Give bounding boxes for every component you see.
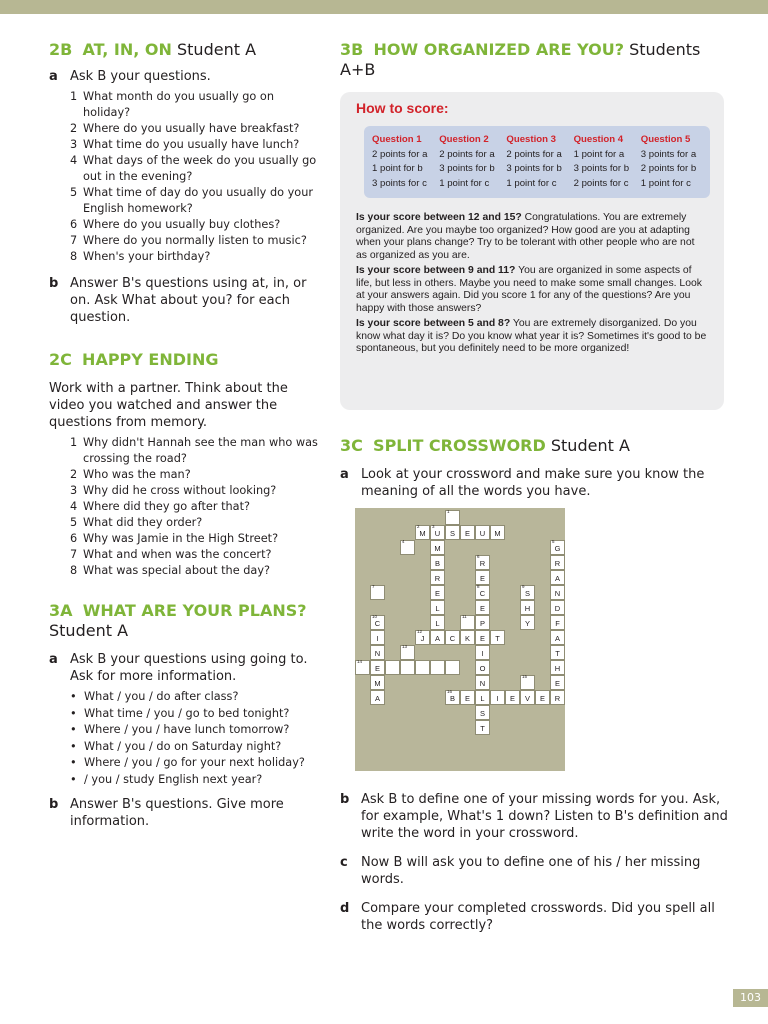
result-lead: Is your score between 5 and 8? xyxy=(356,318,511,329)
section-3b xyxy=(340,40,730,410)
crossword-cell[interactable] xyxy=(430,570,445,585)
list-item xyxy=(70,483,324,499)
crossword-letter: A xyxy=(434,634,440,643)
item-text: What time do you usually have lunch? xyxy=(83,138,300,151)
exercise-c xyxy=(340,854,730,888)
item-text: Where do you usually have breakfast? xyxy=(83,122,300,135)
crossword-letter: S xyxy=(449,529,455,538)
exercise-letter: a xyxy=(49,69,58,84)
crossword-cell[interactable] xyxy=(445,525,460,540)
crossword-letter: E xyxy=(539,694,545,703)
item-text: Where do you usually buy clothes? xyxy=(83,218,281,231)
exercise-letter: c xyxy=(340,855,348,870)
score-cell: 1 point for a xyxy=(573,148,625,160)
crossword-cell[interactable] xyxy=(475,555,490,570)
crossword-cell[interactable] xyxy=(550,540,565,555)
crossword-cell[interactable] xyxy=(370,660,385,675)
list-item xyxy=(70,515,324,531)
item-text: Where did they go after that? xyxy=(83,500,251,513)
crossword-letter: V xyxy=(524,694,530,703)
item-text: What / you / do after class? xyxy=(84,690,239,703)
item-number: 2 xyxy=(70,468,78,481)
crossword-cell[interactable] xyxy=(475,690,490,705)
item-text: Where do you normally listen to music? xyxy=(83,234,307,247)
list-item xyxy=(70,249,324,265)
score-cell: 3 points for b xyxy=(439,163,495,174)
crossword-letter: K xyxy=(464,634,470,643)
crossword-cell[interactable] xyxy=(475,525,490,540)
crossword-letter: E xyxy=(464,529,470,538)
top-color-bar xyxy=(0,0,768,14)
crossword-letter: H xyxy=(524,604,531,613)
crossword-letter: S xyxy=(479,709,485,718)
list-item xyxy=(70,739,324,756)
item-text: What time of day do you usually do your English homework? xyxy=(83,186,314,215)
list-item xyxy=(70,772,324,789)
score-column-header: Question 5 xyxy=(640,134,691,145)
section-2c xyxy=(49,350,324,579)
section-3c-heading xyxy=(340,436,730,456)
crossword-cell[interactable] xyxy=(415,660,430,675)
item-text: What was special about the day? xyxy=(83,564,271,577)
crossword-cell[interactable] xyxy=(550,585,565,600)
result-lead: Is your score between 9 and 11? xyxy=(356,265,516,276)
crossword-cell[interactable] xyxy=(475,660,490,675)
item-text: What and when was the concert? xyxy=(83,548,272,561)
section-title: HAPPY ENDING xyxy=(82,350,219,369)
item-number: • xyxy=(70,739,77,753)
crossword-letter: Y xyxy=(524,619,530,628)
score-cell: 1 point for c xyxy=(506,177,557,189)
crossword-letter: I xyxy=(481,649,484,658)
crossword-cell[interactable] xyxy=(400,645,415,660)
item-text: Who was the man? xyxy=(83,468,191,481)
item-number: 1 xyxy=(70,90,78,103)
crossword-letter: T xyxy=(555,649,560,658)
item-number: 2 xyxy=(70,122,78,135)
crossword-cell[interactable] xyxy=(475,720,490,735)
section-title: WHAT ARE YOUR PLANS? xyxy=(82,601,307,620)
result-paragraph xyxy=(356,265,708,315)
item-text: What month do you usually go on holiday? xyxy=(83,90,274,119)
crossword-cell[interactable] xyxy=(550,600,565,615)
crossword-cell[interactable] xyxy=(550,570,565,585)
crossword-clue-number: 1 xyxy=(447,509,450,514)
crossword-cell[interactable] xyxy=(430,600,445,615)
item-text: Why didn't Hannah see the man who was crossing the road? xyxy=(83,436,318,465)
exercise-instruction: Look at your crossword and make sure you know the meaning of all the words you have. xyxy=(361,467,705,499)
section-code: 2C xyxy=(49,350,72,369)
crossword-cell[interactable] xyxy=(475,705,490,720)
crossword-letter: E xyxy=(554,679,560,688)
exercise-letter: b xyxy=(340,792,350,807)
crossword-letter: O xyxy=(479,664,486,673)
crossword-letter: M xyxy=(419,529,426,538)
crossword-clue-number: 5 xyxy=(552,539,555,544)
crossword-clue-number: 12 xyxy=(417,629,423,634)
score-cell: 3 points for c xyxy=(372,177,427,189)
crossword-letter: R xyxy=(479,559,486,568)
score-cell: 2 points for a xyxy=(439,148,495,160)
crossword-letter: J xyxy=(420,634,425,643)
crossword-cell[interactable] xyxy=(520,600,535,615)
crossword-letter: S xyxy=(524,589,530,598)
crossword-letter: A xyxy=(554,634,560,643)
crossword-letter: E xyxy=(479,634,485,643)
section-title: HOW ORGANIZED ARE YOU? xyxy=(373,40,624,59)
crossword-cell[interactable] xyxy=(520,615,535,630)
section-2b-heading xyxy=(49,40,324,60)
result-text: You are organized in some aspects of life, but less in others. Maybe you need to make some small changes. Look at your answers again. Did you score 1 for any of the questions? Are you happy with those answers? xyxy=(356,265,702,314)
score-row xyxy=(370,178,704,191)
crossword-letter: N xyxy=(374,649,381,658)
crossword-cell[interactable] xyxy=(550,630,565,645)
score-table-header xyxy=(370,134,704,147)
crossword-letter: E xyxy=(464,694,470,703)
list-item xyxy=(70,185,324,217)
score-column-header: Question 3 xyxy=(506,134,556,145)
crossword-cell[interactable] xyxy=(535,690,550,705)
crossword-cell[interactable] xyxy=(475,630,490,645)
crossword-clue-number: 15 xyxy=(522,674,528,679)
list-item xyxy=(70,153,324,185)
item-number: • xyxy=(70,756,77,769)
crossword-cell[interactable] xyxy=(550,615,565,630)
crossword-cell[interactable] xyxy=(370,615,385,630)
score-cell: 2 points for b xyxy=(640,163,697,174)
crossword-cell[interactable] xyxy=(445,630,460,645)
crossword-cell[interactable] xyxy=(445,510,460,525)
exercise-instruction: Answer B's questions using at, in, or on. Ask What about you? for each question. xyxy=(70,276,307,325)
crossword-cell[interactable] xyxy=(430,585,445,600)
item-number: • xyxy=(70,723,77,736)
list-item xyxy=(70,547,324,563)
crossword-letter: C xyxy=(479,589,486,598)
crossword-cell[interactable] xyxy=(400,540,415,555)
crossword-cell[interactable] xyxy=(370,630,385,645)
crossword-letter: M xyxy=(494,529,501,538)
crossword-letter: L xyxy=(480,694,485,703)
item-number: 4 xyxy=(70,500,78,513)
crossword-cell[interactable] xyxy=(490,525,505,540)
crossword-cell[interactable] xyxy=(460,630,475,645)
crossword-clue-number: 11 xyxy=(462,614,467,619)
list-item xyxy=(70,233,324,249)
crossword-cell[interactable] xyxy=(550,645,565,660)
crossword-cell[interactable] xyxy=(475,600,490,615)
score-column-header: Question 4 xyxy=(573,134,624,145)
crossword-letter: C xyxy=(449,634,456,643)
item-number: • xyxy=(70,690,77,703)
crossword-cell[interactable] xyxy=(445,660,460,675)
crossword-cell[interactable] xyxy=(400,660,415,675)
item-number: 6 xyxy=(70,218,78,231)
crossword-cell[interactable] xyxy=(550,555,565,570)
crossword-cell[interactable] xyxy=(430,630,445,645)
page-number: 103 xyxy=(733,989,768,1007)
item-number: • xyxy=(70,772,77,786)
item-text: What days of the week do you usually go out in the evening? xyxy=(83,154,317,183)
exercise-b xyxy=(49,275,324,326)
crossword-cell[interactable] xyxy=(550,660,565,675)
list-item xyxy=(70,467,324,483)
crossword-cell[interactable] xyxy=(520,585,535,600)
crossword-cell[interactable] xyxy=(490,690,505,705)
item-text: Where / you / have lunch tomorrow? xyxy=(84,723,290,736)
score-cell: 2 points for a xyxy=(372,148,428,160)
crossword-cell[interactable] xyxy=(430,615,445,630)
result-text: Congratulations. You are extremely organized. Are you maybe too organized? How good are you at adapting when your plans change? Try to be tolerant with other people who are not as organized as you are. xyxy=(356,212,695,261)
section-2c-heading xyxy=(49,350,324,370)
score-table-body xyxy=(370,149,704,191)
item-number: 6 xyxy=(70,532,78,545)
crossword-letter: I xyxy=(496,694,499,703)
crossword-cell[interactable] xyxy=(370,690,385,705)
score-row xyxy=(370,149,704,162)
exercise-letter: d xyxy=(340,901,350,916)
crossword-letter: D xyxy=(554,604,561,613)
result-paragraph xyxy=(356,318,708,356)
item-text: What / you / do on Saturday night? xyxy=(84,739,282,753)
result-paragraph xyxy=(356,212,708,262)
crossword-letter: E xyxy=(434,589,440,598)
exercise-instruction: Answer B's questions. Give more information. xyxy=(70,797,284,829)
crossword-letter: R xyxy=(434,574,441,583)
crossword-cell[interactable] xyxy=(415,630,430,645)
section-student: Students A+B xyxy=(340,40,701,79)
section-3a-heading xyxy=(49,601,324,641)
exercise-d xyxy=(340,900,730,934)
exercise-instruction: Ask B your questions. xyxy=(70,69,211,84)
section-student: Student A xyxy=(49,621,129,640)
section-code: 2B xyxy=(49,40,73,59)
list-item xyxy=(70,435,324,467)
crossword-letter: P xyxy=(479,619,485,628)
crossword-letter: R xyxy=(554,559,561,568)
score-column-header: Question 2 xyxy=(439,134,489,145)
crossword-clue-number: 16 xyxy=(447,689,453,694)
crossword-grid xyxy=(355,508,565,771)
score-table xyxy=(364,126,710,198)
section-code: 3B xyxy=(340,40,364,59)
item-number: 8 xyxy=(70,564,78,577)
crossword-cell[interactable] xyxy=(460,525,475,540)
crossword-cell[interactable] xyxy=(475,645,490,660)
crossword-clue-number: 7 xyxy=(372,584,375,589)
right-column xyxy=(340,40,730,934)
crossword-cell[interactable] xyxy=(520,675,535,690)
item-text: Why did he cross without looking? xyxy=(83,484,277,497)
crossword-letter: L xyxy=(435,604,440,613)
exercise-a xyxy=(49,651,324,685)
crossword-letter: T xyxy=(480,724,485,733)
crossword-clue-number: 10 xyxy=(372,614,378,619)
crossword-cell[interactable] xyxy=(430,555,445,570)
list-item xyxy=(70,217,324,233)
exercise-letter: b xyxy=(49,797,59,812)
section-3b-heading xyxy=(340,40,730,80)
crossword-cell[interactable] xyxy=(370,675,385,690)
section-title: AT, IN, ON xyxy=(82,40,172,59)
score-cell: 2 points for c xyxy=(573,177,629,189)
section-3a xyxy=(49,601,324,830)
exercise-letter: a xyxy=(49,652,58,667)
score-cell: 2 points for a xyxy=(506,148,562,160)
crossword-clue-number: 2 xyxy=(417,524,420,529)
item-number: • xyxy=(70,706,77,720)
item-number: 5 xyxy=(70,516,78,529)
question-list xyxy=(70,435,324,579)
question-list xyxy=(70,89,324,265)
crossword-cell[interactable] xyxy=(370,585,385,600)
crossword-letter: F xyxy=(555,619,560,628)
crossword-letter: C xyxy=(374,619,381,628)
item-number: 3 xyxy=(70,484,78,497)
crossword-letter: T xyxy=(495,634,500,643)
exercise-a xyxy=(340,466,730,500)
list-item xyxy=(70,563,324,579)
crossword-cell[interactable] xyxy=(385,660,400,675)
section-3c xyxy=(340,436,730,934)
exercise-letter: b xyxy=(49,276,59,291)
crossword-letter: M xyxy=(434,544,441,553)
crossword-clue-number: 13 xyxy=(402,644,408,649)
crossword-letter: B xyxy=(434,559,440,568)
bullet-list xyxy=(70,689,324,788)
crossword-letter: E xyxy=(374,664,380,673)
crossword-cell[interactable] xyxy=(355,660,370,675)
crossword-cell[interactable] xyxy=(475,675,490,690)
section-intro: Work with a partner. Think about the video you watched and answer the questions from memory. xyxy=(49,381,288,430)
crossword-letter: U xyxy=(479,529,486,538)
score-title: How to score: xyxy=(356,100,449,116)
crossword-letter: U xyxy=(434,529,441,538)
result-lead: Is your score between 12 and 15? xyxy=(356,212,522,223)
score-cell: 3 points for a xyxy=(640,148,697,160)
list-item xyxy=(70,689,324,706)
crossword-cell[interactable] xyxy=(475,585,490,600)
exercise-b xyxy=(49,796,324,830)
crossword-cell[interactable] xyxy=(430,660,445,675)
crossword-clue-number: 4 xyxy=(402,539,405,544)
crossword-cell[interactable] xyxy=(475,615,490,630)
score-cell: 1 point for c xyxy=(439,177,490,189)
section-code: 3C xyxy=(340,436,363,455)
crossword-cell[interactable] xyxy=(505,690,520,705)
crossword-letter: G xyxy=(554,544,561,553)
crossword-letter: A xyxy=(554,574,560,583)
exercise-a xyxy=(49,68,324,85)
exercise-instruction: Now B will ask you to define one of his / her missing words. xyxy=(361,855,701,887)
list-item xyxy=(70,137,324,153)
score-panel xyxy=(340,92,724,410)
crossword-letter: N xyxy=(479,679,486,688)
crossword-letter: N xyxy=(554,589,561,598)
item-text: What time / you / go to bed tonight? xyxy=(84,706,290,720)
left-column xyxy=(49,40,324,830)
crossword-letter: M xyxy=(374,679,381,688)
score-results xyxy=(356,212,708,356)
section-2b xyxy=(49,40,324,326)
item-number: 8 xyxy=(70,250,78,263)
crossword-cell[interactable] xyxy=(370,645,385,660)
crossword-letter: B xyxy=(449,694,455,703)
crossword-letter: H xyxy=(554,664,561,673)
list-item xyxy=(70,531,324,547)
item-number: 7 xyxy=(70,548,78,561)
crossword-cell[interactable] xyxy=(415,525,430,540)
item-text: Why was Jamie in the High Street? xyxy=(83,532,279,545)
crossword-cell[interactable] xyxy=(550,675,565,690)
list-item xyxy=(70,89,324,121)
result-text: You are extremely disorganized. Do you know what day it is? Do you know what year it is? Sometimes it's good to be spontaneous, but you definitely need to be more organized! xyxy=(356,318,707,354)
crossword-cell[interactable] xyxy=(460,690,475,705)
list-item xyxy=(70,499,324,515)
list-item xyxy=(70,706,324,723)
crossword-cell[interactable] xyxy=(430,540,445,555)
crossword-letter: E xyxy=(479,574,485,583)
crossword-letter: R xyxy=(554,694,561,703)
crossword-cell[interactable] xyxy=(445,690,460,705)
crossword-clue-number: 8 xyxy=(477,584,480,589)
score-row xyxy=(370,163,704,176)
section-student: Student A xyxy=(177,40,257,59)
crossword-cell[interactable] xyxy=(430,525,445,540)
exercise-b xyxy=(340,791,730,842)
score-column-header: Question 1 xyxy=(372,134,422,145)
exercise-instruction: Compare your completed crosswords. Did you spell all the words correctly? xyxy=(361,901,715,933)
crossword-letter: E xyxy=(479,604,485,613)
crossword-letter: A xyxy=(374,694,380,703)
item-number: 7 xyxy=(70,234,78,247)
list-item xyxy=(70,121,324,137)
score-cell: 3 points for b xyxy=(573,163,630,174)
section-title: SPLIT CROSSWORD xyxy=(373,436,546,455)
crossword-clue-number: 6 xyxy=(477,554,480,559)
crossword-clue-number: 3 xyxy=(432,524,435,529)
item-number: 4 xyxy=(70,154,78,167)
exercise-letter: a xyxy=(340,467,349,482)
score-cell: 3 points for b xyxy=(506,163,562,174)
crossword-cell[interactable] xyxy=(520,690,535,705)
item-text: / you / study English next year? xyxy=(84,772,263,786)
score-cell: 1 point for c xyxy=(640,177,691,189)
crossword-cell[interactable] xyxy=(550,690,565,705)
item-number: 5 xyxy=(70,186,78,199)
crossword-letter: E xyxy=(509,694,515,703)
list-item xyxy=(70,722,324,739)
section-code: 3A xyxy=(49,601,73,620)
item-number: 1 xyxy=(70,436,78,449)
exercise-instruction: Ask B your questions using going to. Ask for more information. xyxy=(70,652,308,684)
crossword-clue-number: 14 xyxy=(357,659,363,664)
crossword-cell[interactable] xyxy=(460,615,475,630)
crossword-clue-number: 9 xyxy=(522,584,525,589)
exercise-instruction: Ask B to define one of your missing words for you. Ask, for example, What's 1 down? Listen to B's definition and write the word in your crossword. xyxy=(361,792,728,841)
list-item xyxy=(70,755,324,772)
item-text: Where / you / go for your next holiday? xyxy=(84,756,305,769)
crossword-letter: I xyxy=(376,634,379,643)
crossword-letter: L xyxy=(435,619,440,628)
score-cell: 1 point for b xyxy=(372,163,423,174)
crossword-cell[interactable] xyxy=(490,630,505,645)
item-text: What did they order? xyxy=(83,516,203,529)
section-student: Student A xyxy=(550,436,630,455)
item-number: 3 xyxy=(70,138,78,151)
item-text: When's your birthday? xyxy=(83,250,211,263)
